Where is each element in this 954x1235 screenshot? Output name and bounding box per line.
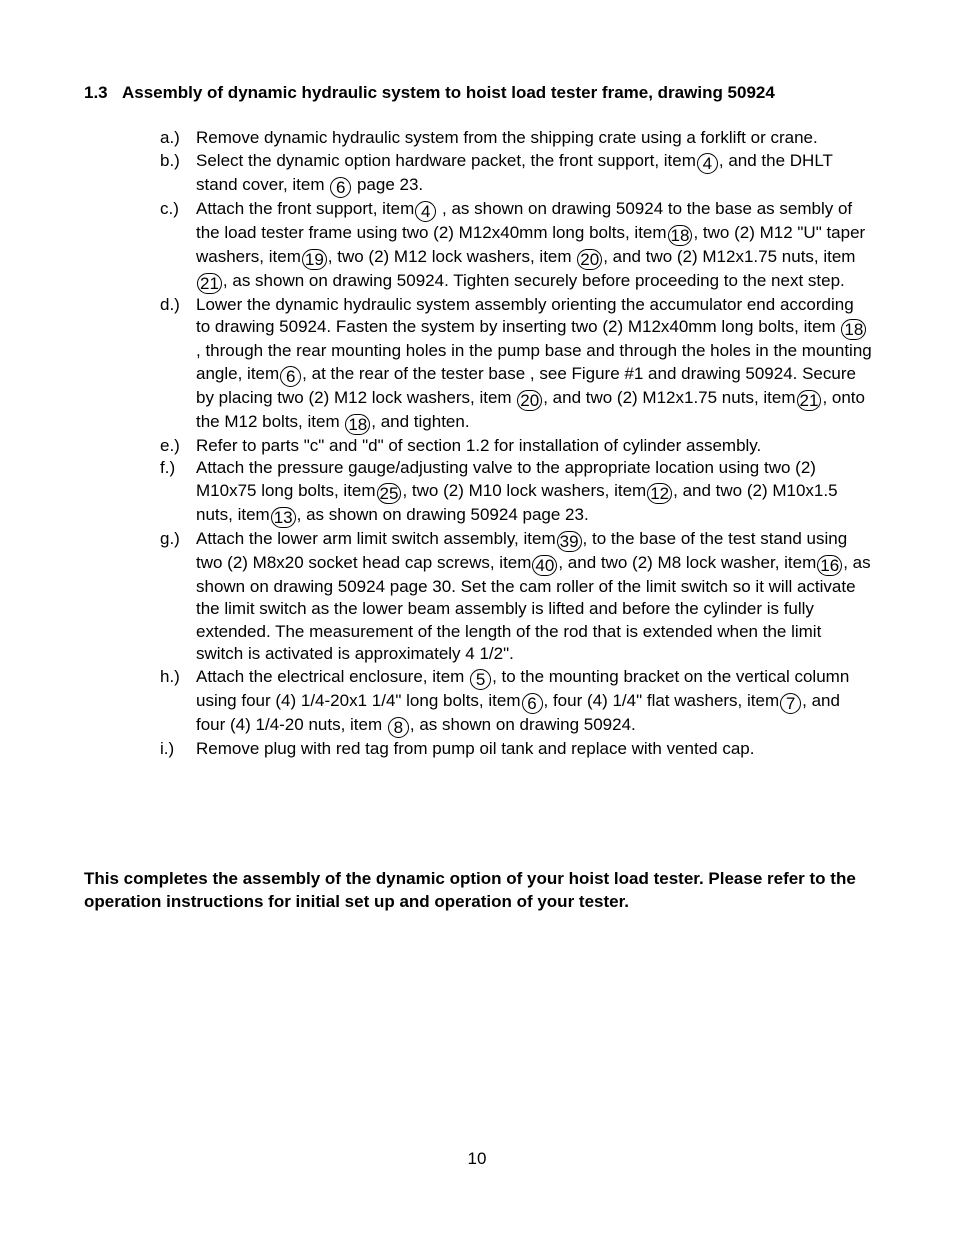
step-text-segment: Select the dynamic option hardware packet, the front support, item (196, 150, 696, 170)
step-text-segment: Attach the pressure gauge/adjusting valve to the appropriate location using two (2) M10x75 long bolts, item (196, 458, 816, 500)
step-label: g.) (160, 528, 180, 548)
step-text-segment: Lower the dynamic hydraulic system assembly orienting the accumulator end according to drawing 50924. Fasten the system by inserting two (2) M12x40mm long bolts, item (196, 294, 854, 336)
step-text-segment: , through the rear mounting holes in the pump base and through the holes in the mounting angle, item (196, 341, 872, 383)
item-number-callout: 4 (415, 201, 436, 222)
step-text-segment: , and two (2) M12x1.75 nuts, item (543, 387, 796, 407)
closing-paragraph: This completes the assembly of the dynamic option of your hoist load tester. Please refer to the operation instructions for initial set up and operation of your tester. (84, 869, 856, 911)
step-label: h.) (160, 666, 180, 686)
step-text-segment: , and two (2) M8 lock washer, item (558, 552, 817, 572)
step-item (160, 198, 872, 294)
item-number-callout: 40 (532, 555, 557, 576)
step-text-segment: Attach the front support, item (196, 198, 415, 218)
step-text (196, 294, 872, 434)
section-number: 1.3 (84, 83, 108, 102)
step-label: d.) (160, 294, 180, 314)
step-text-segment: , and the DHLT stand cover, item (196, 150, 833, 194)
step-text-segment: , and tighten. (371, 411, 470, 431)
item-number-callout: 8 (388, 717, 409, 738)
item-number-callout: 39 (557, 531, 582, 552)
item-number-callout: 16 (817, 555, 842, 576)
item-number-callout: 19 (302, 249, 327, 270)
step-text (196, 666, 850, 737)
step-text-segment: Remove plug with red tag from pump oil tank and replace with vented cap. (196, 738, 755, 758)
step-text-segment: , and two (2) M12x1.75 nuts, item (603, 246, 856, 266)
item-number-callout: 18 (841, 319, 866, 340)
item-number-callout: 6 (280, 366, 301, 387)
step-text-segment: , four (4) 1/4" flat washers, item (543, 690, 780, 710)
item-number-callout: 25 (377, 483, 402, 504)
step-item (160, 457, 872, 528)
step-text (196, 436, 761, 455)
step-label: e.) (160, 435, 180, 455)
step-label: b.) (160, 150, 180, 170)
item-number-callout: 6 (330, 177, 351, 198)
step-text-segment: Remove dynamic hydraulic system from the shipping crate using a forklift or crane. (196, 128, 818, 147)
item-number-callout: 12 (647, 483, 672, 504)
item-number-callout: 20 (517, 390, 542, 411)
step-text-segment: , at the rear of the tester base , see Figure #1 and drawing 50924. Secure by placing two (2) M12 lock washers, item (196, 363, 856, 407)
item-number-callout: 18 (668, 225, 693, 246)
section-heading (84, 82, 884, 104)
step-text-segment: , two (2) M12 "U" taper washers, item (196, 222, 866, 266)
section-title: Assembly of dynamic hydraulic system to hoist load tester frame, drawing 50924 (122, 83, 775, 102)
step-text (196, 150, 833, 197)
page-number: 10 (467, 1149, 487, 1168)
step-label: c.) (160, 198, 179, 218)
step-text-segment: Attach the lower arm limit switch assembly, item (196, 528, 556, 548)
step-text-segment: , and four (4) 1/4-20 nuts, item (196, 690, 840, 734)
step-item (160, 150, 872, 198)
item-number-callout: 6 (522, 693, 543, 714)
step-text-segment: , to the base of the test stand using two (2) M8x20 socket head cap screws, item (196, 528, 848, 572)
item-number-callout: 4 (697, 153, 718, 174)
step-item (160, 738, 872, 761)
step-item (160, 666, 872, 738)
step-item (160, 127, 872, 150)
step-label: i.) (160, 738, 175, 758)
step-text-segment: , as shown on drawing 50924 page 23. (296, 504, 589, 524)
item-number-callout: 20 (577, 249, 602, 270)
step-text (196, 739, 754, 758)
step-item (160, 435, 872, 458)
step-text (196, 128, 818, 147)
assembly-steps-list (160, 127, 872, 760)
step-text-segment: , as shown on drawing 50924 page 30. Set the cam roller of the limit switch so it will activate the limit switch as the lower beam assembly is lifted and before the cylinder is fully extended. The measurement of the length of the rod that is extended when the limit switch is activated is approximately 4 1/2". (196, 552, 871, 663)
item-number-callout: 21 (797, 390, 822, 411)
step-text-segment: , to the mounting bracket on the vertical column using four (4) 1/4-20x1 1/4" long bolts, item (196, 666, 850, 710)
step-text-segment: , and two (2) M10x1.5 nuts, item (196, 480, 838, 524)
step-item (160, 528, 872, 666)
item-number-callout: 18 (345, 414, 370, 435)
step-text-segment: , as shown on drawing 50924. Tighten securely before proceeding to the next step. (222, 270, 845, 290)
item-number-callout: 5 (470, 669, 491, 690)
step-text (196, 529, 871, 664)
step-text-segment: Attach the electrical enclosure, item (196, 666, 470, 686)
item-number-callout: 21 (197, 273, 222, 294)
step-label: f.) (160, 458, 176, 477)
step-text (196, 458, 838, 527)
step-text-segment: , onto the M12 bolts, item (196, 387, 865, 431)
step-text-segment: , two (2) M10 lock washers, item (402, 480, 647, 500)
step-text (196, 198, 866, 293)
item-number-callout: 13 (271, 507, 296, 528)
step-text-segment: page 23. (352, 174, 424, 194)
step-item (160, 294, 872, 435)
step-label: a.) (160, 128, 180, 147)
item-number-callout: 7 (780, 693, 801, 714)
step-text-segment: , two (2) M12 lock washers, item (327, 246, 577, 266)
step-text-segment: , as shown on drawing 50924 to the base as sembly of the load tester frame using two (2) M12x40mm long bolts, item (196, 198, 853, 242)
step-text-segment: Refer to parts "c" and "d" of section 1.2 for installation of cylinder assembly. (196, 435, 762, 455)
step-text-segment: , as shown on drawing 50924. (409, 714, 636, 734)
